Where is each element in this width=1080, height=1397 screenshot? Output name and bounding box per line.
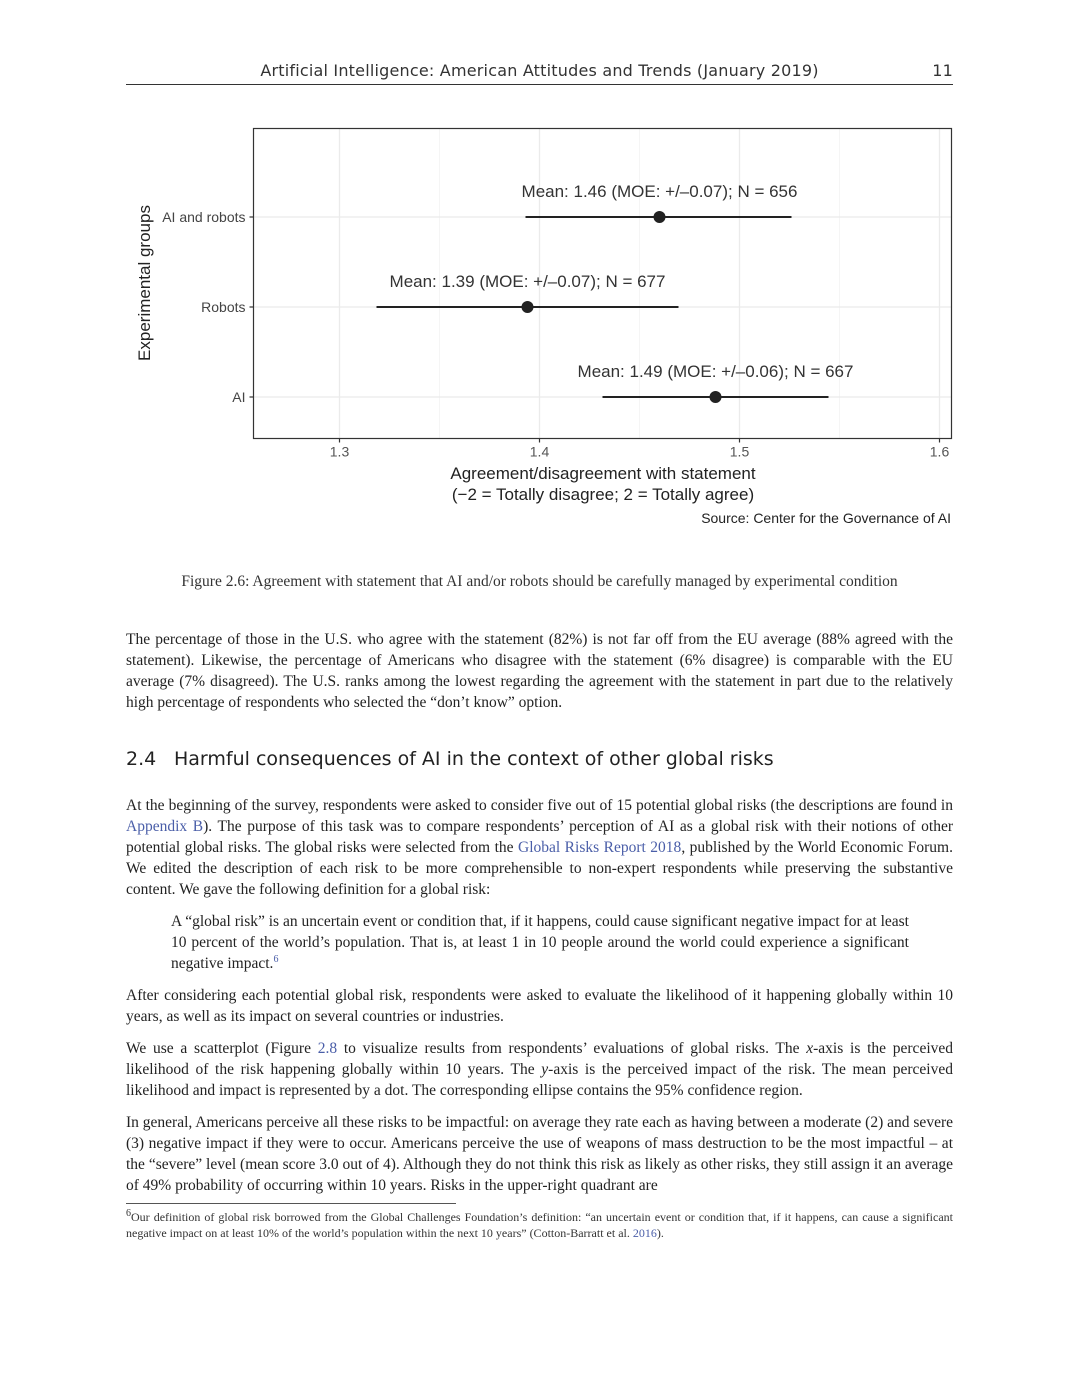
paragraph-4: [126, 1038, 953, 1101]
data-label: Mean: 1.46 (MOE: +/–0.07); N = 656: [521, 182, 798, 201]
paragraph-5: In general, Americans perceive all these risks to be impactful: on average they rate each as having between a moderate (2) and severe (3) negative impact if they were to occur. Americans perceive the use of weapons of mass destruction to be the most impactful – at the “severe” level (mean score 3.0 out of 4). Although they do not think this risk as likely as other risks, they still assign it an average of 49% probability of occurring within 10 years. Risks in the upper-right quadrant are: [126, 1114, 953, 1194]
x-tick-label: 1.5: [729, 443, 750, 460]
paragraph-2: [126, 795, 953, 900]
figure-2-8-link[interactable]: 2.8: [317, 1040, 338, 1057]
x-tick-label: 1.4: [529, 443, 550, 460]
figure-caption: Figure 2.6: Agreement with statement that AI and/or robots should be carefully managed by experimental condition: [181, 573, 898, 590]
footnote-mark: 6: [126, 1208, 131, 1219]
x-tick-label: 1.6: [929, 443, 950, 460]
footnote-rule: [126, 1203, 456, 1204]
cotton-barratt-2016-link[interactable]: 2016: [632, 1226, 657, 1240]
header-title: Artificial Intelligence: American Attitudes and Trends (January 2019): [260, 61, 819, 80]
footnote-6-ref[interactable]: 6: [273, 953, 279, 965]
global-risks-report-link[interactable]: Global Risks Report 2018: [518, 839, 682, 856]
definition-quote: [171, 911, 909, 974]
footnote-text-b: ).: [656, 1226, 664, 1240]
y-axis-italic: y: [541, 1061, 549, 1078]
data-label: Mean: 1.39 (MOE: +/–0.07); N = 677: [389, 272, 666, 291]
definition-quote-text: A “global risk” is an uncertain event or condition that, if it happens, could cause significant negative impact for at least 10 percent of the world’s population. That is, at least 1 in 10 people around the world could experience a significant negative impact.: [171, 913, 909, 972]
figure-chart: [126, 120, 966, 530]
x-axis-title-line1: Agreement/disagreement with statement: [450, 464, 756, 483]
x-tick-label: 1.3: [329, 443, 350, 460]
data-label: Mean: 1.49 (MOE: +/–0.06); N = 667: [577, 362, 854, 381]
mean-point: [710, 391, 722, 403]
mean-point: [522, 301, 534, 313]
page-number: 11: [932, 61, 953, 80]
y-tick-label: AI: [232, 389, 246, 405]
y-axis-title: Experimental groups: [135, 205, 154, 361]
paragraph-4-text-c: -axis is the perceived likelihood of the risk happening globally within 10 years. The: [126, 1040, 954, 1078]
footnote-6: [126, 1209, 953, 1241]
y-tick-label: Robots: [201, 299, 246, 315]
footnote-text-a: Our definition of global risk borrowed from the Global Challenges Foundation’s definition: “an uncertain event or condition that, if it happens, can cause a significant negative impact on at least 10% of the world’s population within the next 10 years” (Cotton-Barratt et al.: [126, 1210, 953, 1240]
running-header: [126, 58, 953, 85]
section-heading: [126, 748, 774, 770]
paragraph-1: The percentage of those in the U.S. who agree with the statement (82%) is not far off from the EU average (88% agreed with the statement). Likewise, the percentage of Americans who disagree with the statement (6% disagree) is comparable with the EU average (7% disagreed). The U.S. ranks among the lowest regarding the agreement with the statement in part due to the relatively high percentage of respondents who selected the “don’t know” option.: [126, 631, 953, 711]
paragraph-2-text-b: ). The purpose of this task was to compare respondents’ perception of AI as a global risk with their notions of other potential global risks. The global risks were selected from the: [126, 818, 954, 856]
chart-source: Source: Center for the Governance of AI: [701, 510, 951, 526]
x-axis-italic: x: [806, 1040, 814, 1057]
paragraph-3: After considering each potential global risk, respondents were asked to evaluate the likelihood of it happening globally within 10 years, as well as its impact on several countries or industries.: [126, 987, 953, 1025]
paragraph-2-text-c: , published by the World Economic Forum. We edited the description of each risk to be more comprehensible to non-expert respondents while preserving the substantive content. We gave the following definition for a global risk:: [126, 839, 953, 898]
paragraph-4-text-a: We use a scatterplot (Figure: [126, 1040, 318, 1057]
section-title: Harmful consequences of AI in the context of other global risks: [174, 748, 774, 770]
y-tick-label: AI and robots: [162, 209, 246, 225]
appendix-b-link[interactable]: Appendix B: [126, 818, 204, 835]
paragraph-4-text-b: to visualize results from respondents’ evaluations of global risks. The: [337, 1040, 807, 1057]
x-axis-title-line2: (−2 = Totally disagree; 2 = Totally agree): [451, 485, 755, 504]
paragraph-4-text-d: -axis is the perceived impact of the risk. The mean perceived likelihood and impact is represented by a dot. The corresponding ellipse contains the 95% confidence region.: [126, 1061, 953, 1099]
mean-point: [654, 211, 666, 223]
section-number: 2.4: [126, 748, 157, 770]
paragraph-2-text-a: At the beginning of the survey, respondents were asked to consider five out of 15 potential global risks (the descriptions are found in: [126, 797, 953, 814]
